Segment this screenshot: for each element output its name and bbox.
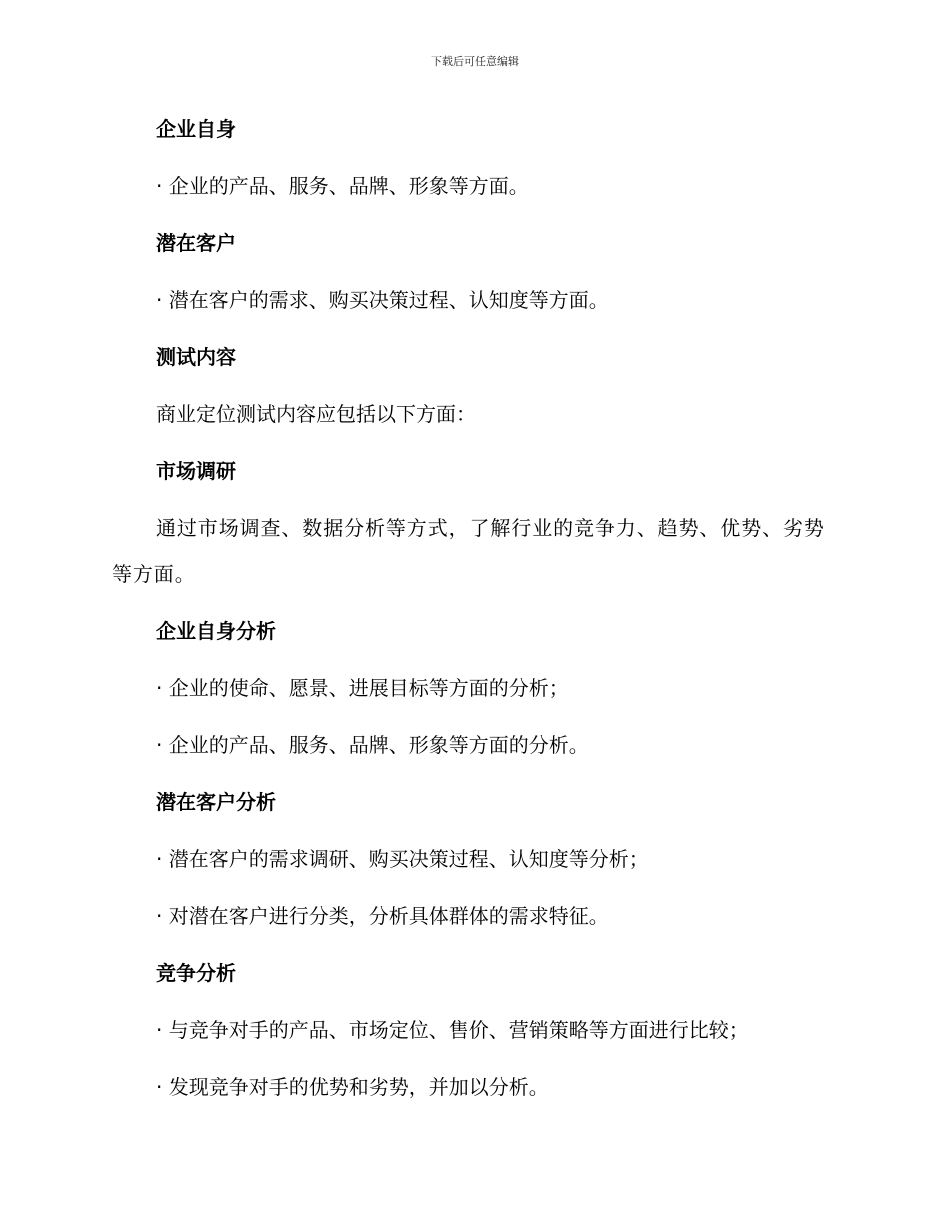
section-heading-test-content: 测试内容 [156,345,236,369]
bullet-customer-classification: · 对潜在客户进行分类，分析具体群体的需求特征。 [156,904,609,928]
section-heading-customer-analysis: 潜在客户分析 [156,790,276,814]
bullet-enterprise-products: · 企业的产品、服务、品牌、形象等方面。 [156,174,529,198]
section-heading-enterprise-analysis: 企业自身分析 [156,619,276,643]
page-header-note: 下载后可任意编辑 [431,55,519,68]
bullet-customer-needs-research: · 潜在客户的需求调研、购买决策过程、认知度等分析； [156,847,649,871]
bullet-competitor-strengths: · 发现竞争对手的优势和劣势，并加以分析。 [156,1075,549,1099]
section-heading-potential-customers: 潜在客户 [156,231,236,255]
bullet-competitor-comparison: · 与竞争对手的产品、市场定位、售价、营销策略等方面进行比较； [156,1018,749,1042]
section-heading-competition-analysis: 竞争分析 [156,961,236,985]
document-body [112,112,832,1127]
paragraph-market-research: 通过市场调查、数据分析等方式，了解行业的竞争力、趋势、优势、劣势等方面。 [112,516,825,586]
paragraph-test-content-intro: 商业定位测试内容应包括以下方面： [156,402,476,426]
bullet-enterprise-products-analysis: · 企业的产品、服务、品牌、形象等方面的分析。 [156,733,589,757]
section-heading-market-research: 市场调研 [156,459,236,483]
bullet-customer-needs: · 潜在客户的需求、购买决策过程、认知度等方面。 [156,288,609,312]
section-heading-enterprise-self: 企业自身 [156,117,236,141]
bullet-enterprise-mission: · 企业的使命、愿景、进展目标等方面的分析； [156,676,569,700]
